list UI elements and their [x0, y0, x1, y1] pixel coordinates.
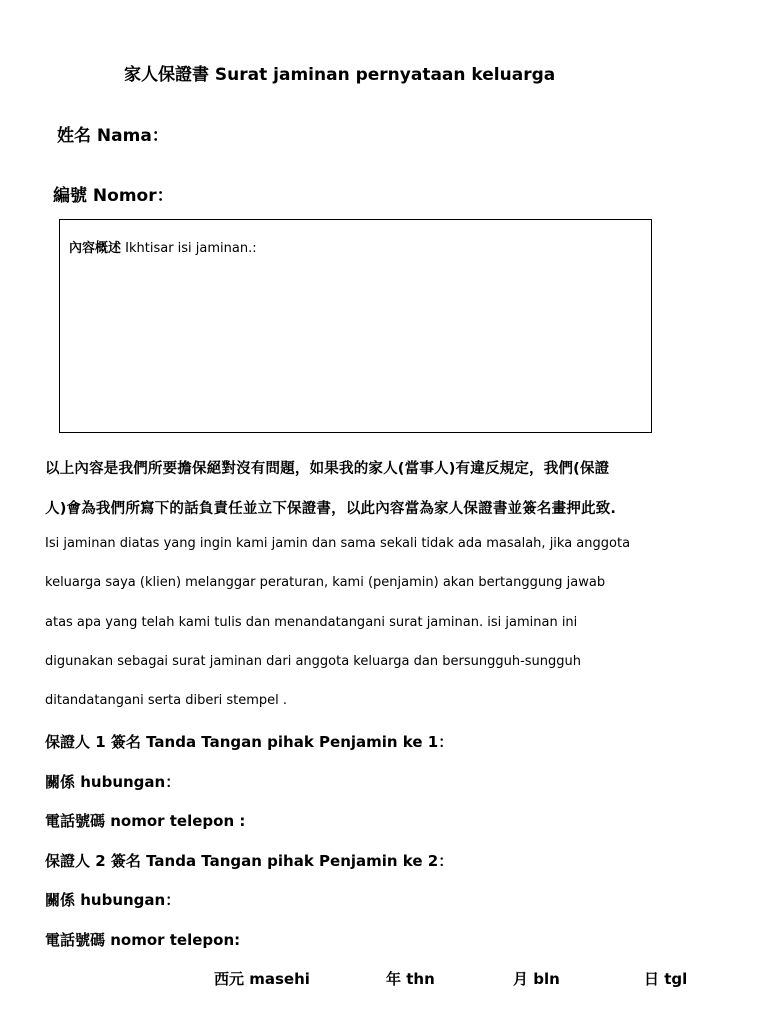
- guarantor-2-relation-label: 關係 hubungan：: [45, 891, 181, 909]
- guarantor-1-signature-label: 保證人 1 簽名 Tanda Tangan pihak Penjamin ke 1：: [45, 733, 454, 751]
- statement-zh-line-2: 人)會為我們所寫下的話負責任並立下保證書，以此內容當為家人保證書並簽名畫押此致.: [45, 501, 617, 517]
- statement-id-line-1: Isi jaminan diatas yang ingin kami jamin dan sama sekali tidak ada masalah, jika anggota: [45, 536, 631, 551]
- number-field-label: 編號 Nomor：: [53, 186, 174, 206]
- date-year-label: 年 thn: [386, 970, 435, 988]
- statement-id-line-5: ditandatangani serta diberi stempel .: [45, 693, 288, 708]
- statement-id-line-4: digunakan sebagai surat jaminan dari anggota keluarga dan bersungguh-sungguh: [45, 654, 581, 669]
- guarantor-2-phone-label: 電話號碼 nomor telepon:: [45, 931, 241, 949]
- document-title: 家人保證書 Surat jaminan pernyataan keluarga: [124, 65, 556, 85]
- statement-id-line-3: atas apa yang telah kami tulis dan menandatangani surat jaminan. isi jaminan ini: [45, 615, 578, 630]
- summary-box: [59, 219, 652, 433]
- guarantor-1-relation-label: 關係 hubungan：: [45, 773, 181, 791]
- date-month-label: 月 bln: [513, 970, 560, 988]
- statement-id-line-2: keluarga saya (klien) melanggar peraturan, kami (penjamin) akan bertanggung jawab: [45, 575, 606, 590]
- summary-label-id: Ikhtisar isi jaminan.:: [121, 241, 257, 256]
- statement-zh-line-1: 以上內容是我們所要擔保絕對沒有問題，如果我的家人(當事人)有違反規定，我們(保證: [45, 461, 610, 477]
- summary-label: [69, 237, 257, 256]
- guarantor-2-signature-label: 保證人 2 簽名 Tanda Tangan pihak Penjamin ke 2：: [45, 852, 454, 870]
- summary-label-zh: 內容概述: [69, 241, 122, 256]
- guarantor-1-phone-label: 電話號碼 nomor telepon :: [45, 812, 246, 830]
- name-field-label: 姓名 Nama：: [57, 126, 169, 146]
- date-day-label: 日 tgl: [644, 970, 688, 988]
- date-era-label: 西元 masehi: [214, 970, 310, 988]
